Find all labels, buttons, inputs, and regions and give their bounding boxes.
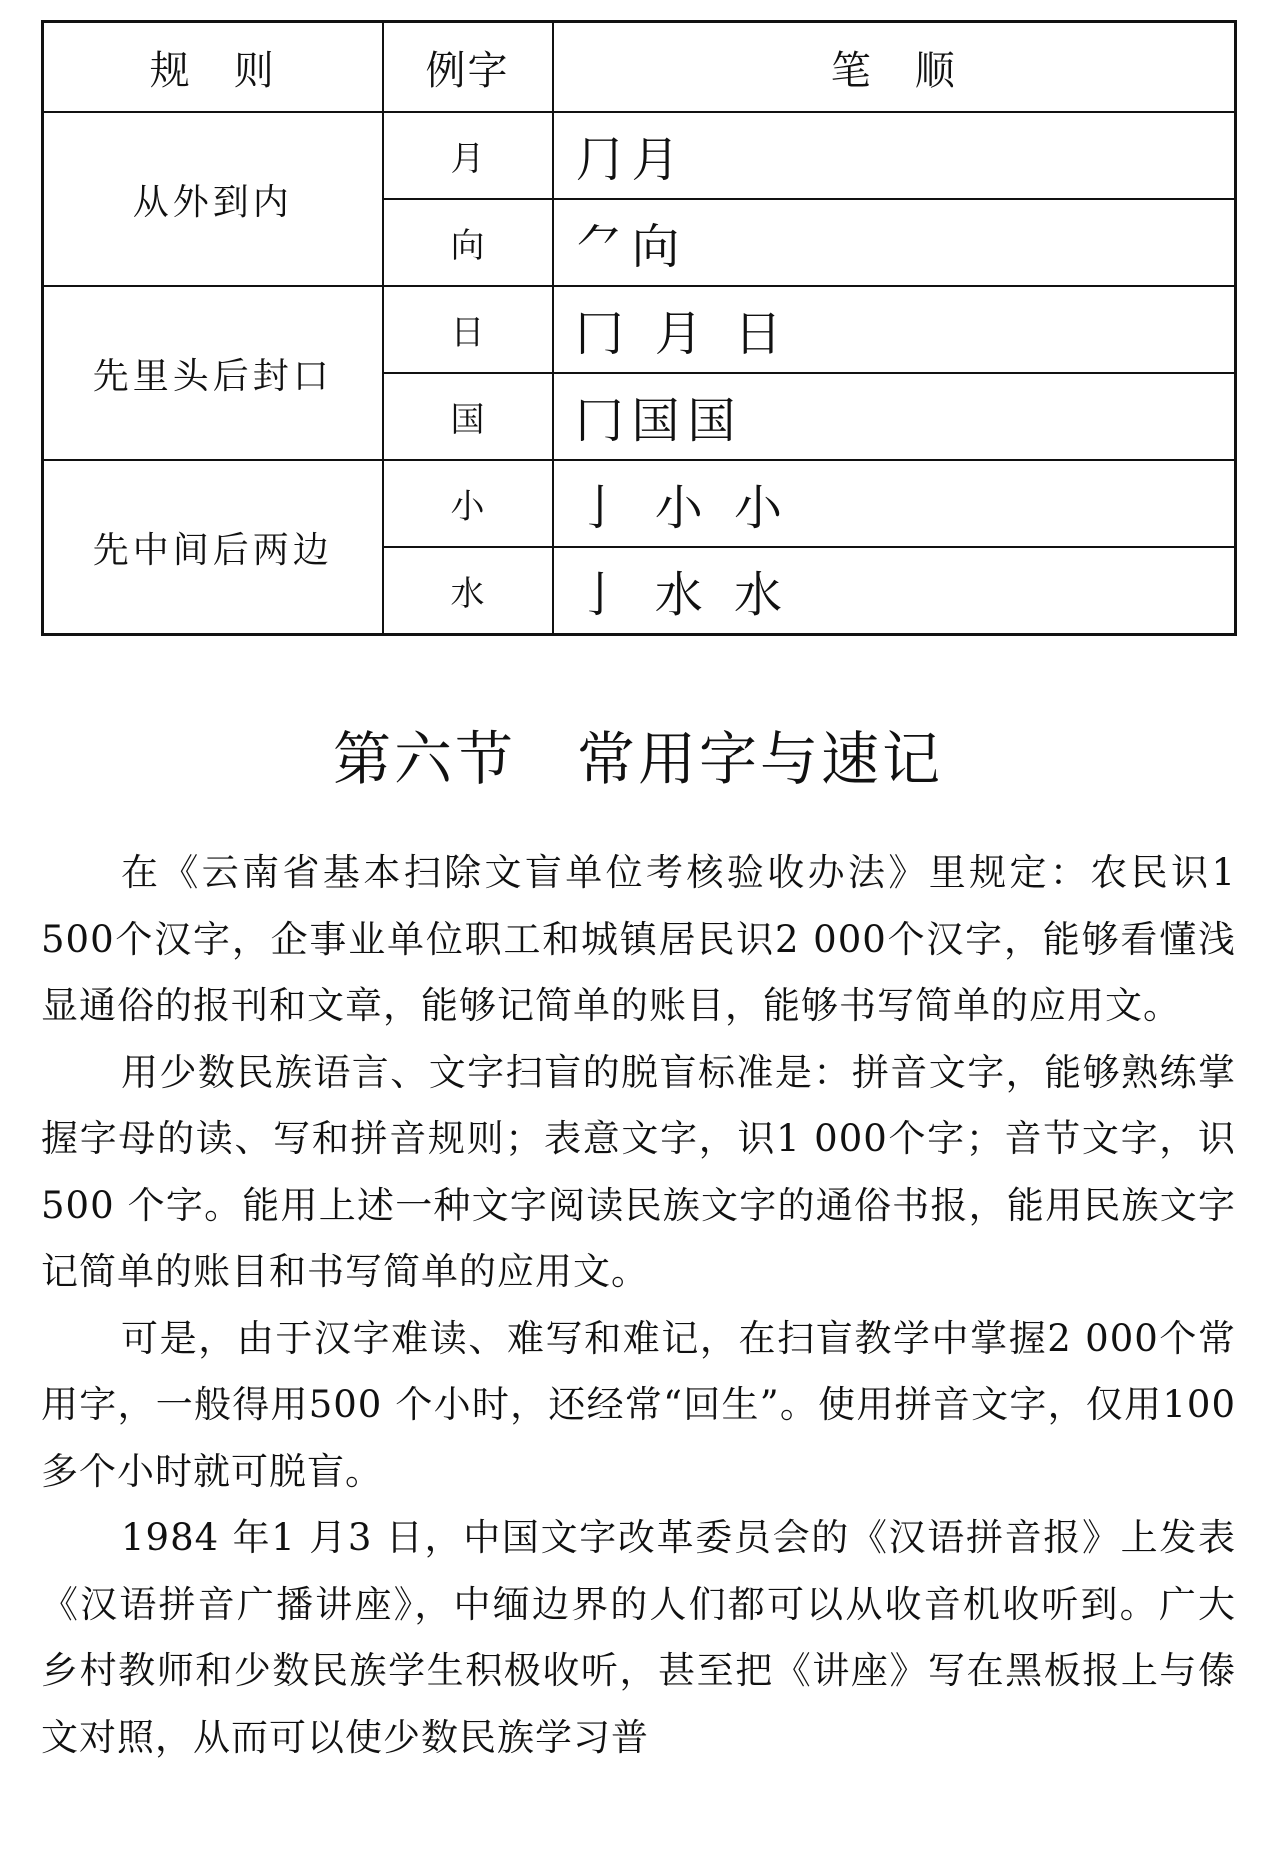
example-char: 国 (383, 373, 553, 460)
stroke-sequence: ⺆月 (553, 112, 1236, 199)
stroke-sequence: 亅 小 小 (553, 460, 1236, 547)
table-row (43, 112, 1236, 199)
rule-cell: 先里头后封口 (43, 286, 383, 460)
example-char: 水 (383, 547, 553, 635)
table-row (43, 460, 1236, 547)
example-char: 月 (383, 112, 553, 199)
header-strokes: 笔 顺 (553, 22, 1236, 113)
table-row (43, 286, 1236, 373)
stroke-sequence: ⺈向 (553, 199, 1236, 286)
paragraph: 可是，由于汉字难读、难写和难记，在扫盲教学中掌握2 000个常用字，一般得用500 个小时，还经常“回生”。使用拼音文字，仅用100 多个小时就可脱盲。 (41, 1316, 1236, 1493)
header-rule: 规 则 (43, 22, 383, 113)
rule-cell: 先中间后两边 (43, 460, 383, 635)
body-text (41, 840, 1236, 1771)
paragraph: 1984 年1 月3 日，中国文字改革委员会的《汉语拼音报》上发表《汉语拼音广播讲座》，中缅边界的人们都可以从收音机收听到。广大乡村教师和少数民族学生积极收听，甚至把《讲座》写在黑板报上与傣文对照，从而可以使少数民族学习普 (41, 1516, 1236, 1759)
stroke-sequence: 亅 水 水 (553, 547, 1236, 635)
paragraph: 用少数民族语言、文字扫盲的脱盲标准是：拼音文字，能够熟练掌握字母的读、写和拼音规则；表意文字，识1 000个字；音节文字，识500 个字。能用上述一种文字阅读民族文字的通俗书报，能用民族文字记简单的账目和书写简单的应用文。 (41, 1050, 1236, 1293)
rule-cell: 从外到内 (43, 112, 383, 286)
stroke-sequence: 冂 月 日 (553, 286, 1236, 373)
stroke-sequence: 冂国国 (553, 373, 1236, 460)
table-header-row (43, 22, 1236, 113)
example-char: 小 (383, 460, 553, 547)
paragraph: 在《云南省基本扫除文盲单位考核验收办法》里规定：农民识1 500个汉字，企事业单位职工和城镇居民识2 000个汉字，能够看懂浅显通俗的报刊和文章，能够记简单的账目，能够书写简单的应用文。 (41, 851, 1236, 1027)
example-char: 日 (383, 286, 553, 373)
example-char: 向 (383, 199, 553, 286)
section-title: 第六节 常用字与速记 (332, 725, 943, 793)
stroke-order-table (41, 20, 1237, 636)
header-example: 例字 (383, 22, 553, 113)
